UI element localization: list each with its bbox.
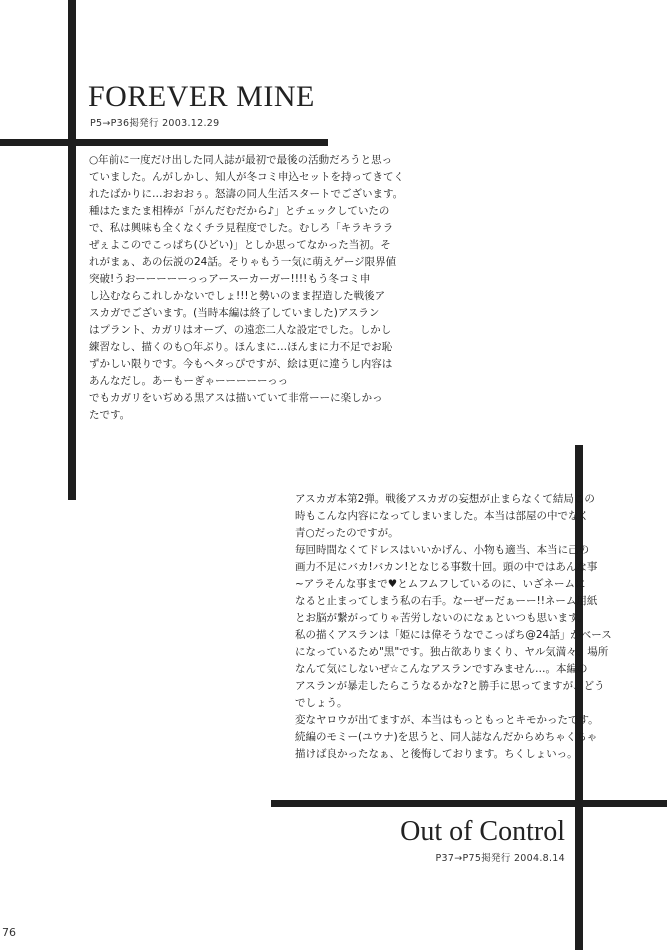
text-line: 毎回時間なくてドレスはいいかげん、小物も適当、本当に己の [295,544,590,556]
text-line: 描けば良かったなぁ、と後悔しております。ちくしょいっ。 [295,748,578,760]
section-title-forever-mine: FOREVER MINE [88,80,315,113]
text-line: 続編のモミー(ユウナ)を思うと、同人誌なんだからめちゃくちゃ [295,731,598,743]
page-number: 76 [2,926,16,939]
text-line: とお脳が繋がってりゃ苦労しないのになぁといつも思います。 [295,612,589,624]
text-line: で、私は興味も全くなくチラ見程度でした。むしろ「キラキララ [89,222,394,234]
frame-bar-horizontal-bottom [271,800,667,807]
frame-bar-vertical-left [68,0,76,500]
text-line: でもカガリをいぢめる黒アスは描いていて非常ーーに楽しかっ [89,392,383,404]
text-line: はプラント、カガリはオーブ、の遠恋二人な設定でした。しかし [89,324,392,336]
text-line: なんて気にしないぜ☆こんなアスランですみません…。本編の [295,663,588,675]
text-line: になっているため"黒"です。独占欲ありまくり、ヤル気満々、場所 [295,646,609,658]
text-line: ぜぇよこのでこっぱち(ひどい)」としか思ってなかった当初。そ [89,239,391,251]
text-line: し込むならこれしかないでしょ!!!と勢いのまま捏造した戦後ア [89,290,386,302]
text-line: でしょう。 [295,697,348,709]
section-body-forever-mine [89,152,404,424]
frame-bar-horizontal-top [0,139,328,146]
text-line: れがまぁ、あの伝説の24話。そりゃもう一気に萌えゲージ限界値 [89,256,397,268]
text-line: あんなだし。あーもーぎゃーーーーーっっ [89,375,289,387]
section-title-out-of-control: Out of Control [400,816,565,847]
text-line: アスランが暴走したらこうなるかな?と勝手に思ってますが、どう [295,680,605,692]
text-line: 種はたまたま相棒が「がんだむだから♪」とチェックしていたの [89,205,390,217]
text-line: 青○だったのですが。 [295,527,399,539]
text-line: ずかしい限りです。今もヘタっぴですが、絵は更に違うし内容は [89,358,393,370]
text-line: 練習なし、描くのも○年ぶり。ほんまに…ほんまに力不足でお恥 [89,341,393,353]
text-line: アスカガ本第2弾。戦後アスカガの妄想が止まらなくて結局この [295,493,595,505]
section-body-out-of-control [295,491,612,763]
text-line: 時もこんな内容になってしまいました。本当は部屋の中でなく [295,510,589,522]
text-line: ○年前に一度だけ出した同人誌が最初で最後の活動だろうと思っ [89,154,393,166]
text-line: れたばかりに…おおおぅ。怒濤の同人生活スタートでございます。 [89,188,404,200]
text-line: 私の描くアスランは「姫には偉そうなでこっぱち@24話」がベース [295,629,612,641]
text-line: 変なヤロウが出てますが、本当はもっともっとキモかったです。 [295,714,599,726]
text-line: 画力不足にバカ!バカン!となじる事数十回。頭の中ではあんな事 [295,561,598,573]
text-line: なると止まってしまう私の右手。なーぜーだぁーー!!ネーム用紙 [295,595,598,607]
section-subtitle-out-of-control: P37→P75掲発行 2004.8.14 [435,853,565,864]
text-line: スカガでございます。(当時本編は終了していました)アスラン [89,307,380,319]
text-line: たです。 [89,409,131,421]
section-subtitle-forever-mine: P5→P36掲発行 2003.12.29 [90,118,220,129]
text-line: ~アラそんな事まで♥とムフムフしているのに、いざネームに [295,578,586,590]
text-line: 突破!うおーーーーーっっアースーカーガー!!!!もう冬コミ申 [89,273,371,285]
text-line: ていました。んがしかし、知人が冬コミ申込セットを持ってきてく [89,171,404,183]
